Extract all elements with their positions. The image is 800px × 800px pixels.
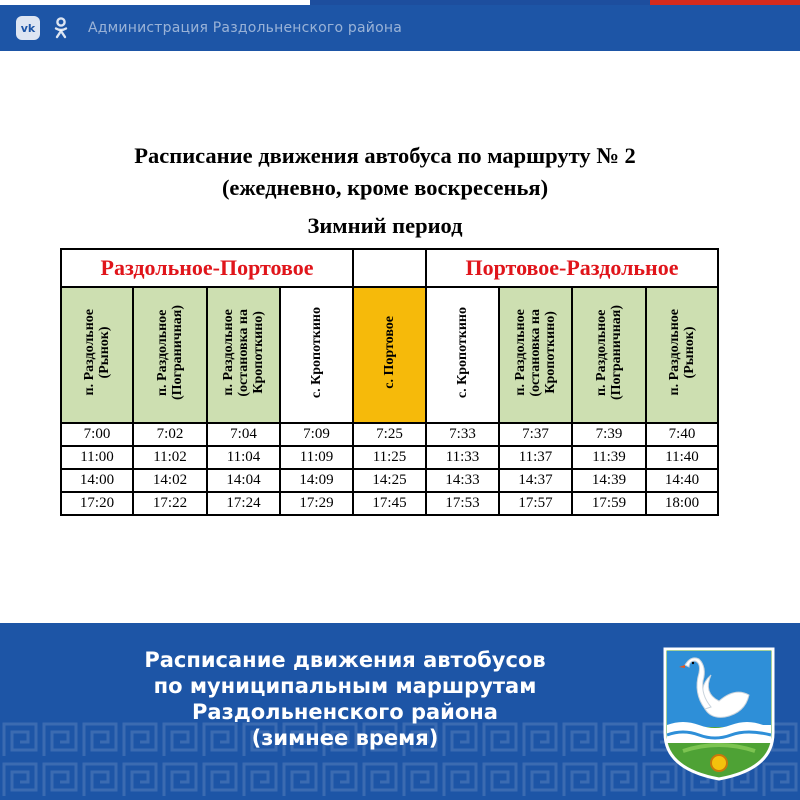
- departure-time-cell: 11:37: [499, 446, 572, 469]
- stop-header-cell: [572, 287, 646, 423]
- departure-time-cell: 11:39: [572, 446, 646, 469]
- route-forward-label: Раздольное-Портовое: [61, 249, 353, 287]
- stop-header-cell: [280, 287, 353, 423]
- departure-time-cell: 7:40: [646, 423, 718, 446]
- season-period: Зимний период: [307, 213, 463, 238]
- caption-line: по муниципальным маршрутам: [153, 674, 537, 698]
- footer-banner: [0, 623, 800, 800]
- trip-row: [61, 423, 718, 446]
- stop-name: п. Раздольное (Рынок): [667, 309, 697, 396]
- schedule-document: [0, 51, 800, 623]
- departure-time-cell: 14:02: [133, 469, 207, 492]
- departure-time-cell: 17:20: [61, 492, 133, 515]
- swan-coat-of-arms-icon: [663, 647, 775, 781]
- departure-time-cell: 7:39: [572, 423, 646, 446]
- departure-time-cell: 18:00: [646, 492, 718, 515]
- header-bar: [0, 5, 800, 51]
- stop-header-cell: [646, 287, 718, 423]
- departure-time-cell: 14:25: [353, 469, 426, 492]
- caption-line: Расписание движения автобусов: [144, 648, 546, 672]
- departure-time-cell: 17:59: [572, 492, 646, 515]
- departure-time-cell: 11:40: [646, 446, 718, 469]
- stop-name: п. Раздольное (Пограничная): [155, 304, 185, 401]
- departure-time-cell: 14:09: [280, 469, 353, 492]
- trip-row: [61, 446, 718, 469]
- departure-time-cell: 11:04: [207, 446, 280, 469]
- stop-header-cell: [353, 287, 426, 423]
- vk-icon[interactable]: vk: [16, 16, 40, 40]
- departure-time-cell: 14:39: [572, 469, 646, 492]
- stop-header-cell: [61, 287, 133, 423]
- departure-time-cell: 17:45: [353, 492, 426, 515]
- departure-time-cell: 17:29: [280, 492, 353, 515]
- departure-time-cell: 7:37: [499, 423, 572, 446]
- stop-name: с. Кропоткино: [455, 306, 470, 399]
- trip-row: [61, 492, 718, 515]
- departure-time-cell: 7:02: [133, 423, 207, 446]
- stop-name: с. Портовое: [382, 316, 397, 389]
- departure-time-cell: 17:22: [133, 492, 207, 515]
- stop-name: п. Раздольное (остановка на Кропоткино): [221, 308, 266, 397]
- departure-time-cell: 11:25: [353, 446, 426, 469]
- departure-time-cell: 11:02: [133, 446, 207, 469]
- departure-time-cell: 17:57: [499, 492, 572, 515]
- trip-row: [61, 469, 718, 492]
- departure-time-cell: 7:00: [61, 423, 133, 446]
- departure-time-cell: 14:00: [61, 469, 133, 492]
- caption-line: Раздольненского района: [192, 700, 498, 724]
- org-name[interactable]: Администрация Раздольненского района: [88, 20, 402, 36]
- departure-time-cell: 7:25: [353, 423, 426, 446]
- stop-header-cell: [133, 287, 207, 423]
- schedule-table: [60, 248, 719, 516]
- departure-time-cell: 14:04: [207, 469, 280, 492]
- schedule-title: Расписание движения автобуса по маршруту № 2: [134, 143, 636, 168]
- stop-name: п. Раздольное (остановка на Кропоткино): [513, 308, 558, 397]
- route-back-label: Портовое-Раздольное: [426, 249, 718, 287]
- departure-time-cell: 14:37: [499, 469, 572, 492]
- departure-time-cell: 17:24: [207, 492, 280, 515]
- departure-time-cell: 7:33: [426, 423, 499, 446]
- departure-time-cell: 14:40: [646, 469, 718, 492]
- stop-header-cell: [499, 287, 572, 423]
- schedule-subtitle: (ежедневно, кроме воскресенья): [221, 175, 549, 200]
- departure-time-cell: 7:09: [280, 423, 353, 446]
- departure-time-cell: 17:53: [426, 492, 499, 515]
- stop-name: с. Кропоткино: [309, 306, 324, 399]
- odnoklassniki-icon[interactable]: [52, 16, 70, 40]
- footer-caption: [40, 647, 650, 751]
- caption-line: (зимнее время): [251, 726, 439, 750]
- departure-time-cell: 7:04: [207, 423, 280, 446]
- stop-header-cell: [207, 287, 280, 423]
- stop-name: п. Раздольное (Рынок): [82, 309, 112, 396]
- stop-name: п. Раздольное (Пограничная): [594, 304, 624, 401]
- departure-time-cell: 11:00: [61, 446, 133, 469]
- departure-time-cell: 11:33: [426, 446, 499, 469]
- departure-time-cell: 14:33: [426, 469, 499, 492]
- stops-header-row: [61, 287, 718, 423]
- departure-time-cell: 11:09: [280, 446, 353, 469]
- stop-header-cell: [426, 287, 499, 423]
- route-divider-cell: [353, 249, 426, 287]
